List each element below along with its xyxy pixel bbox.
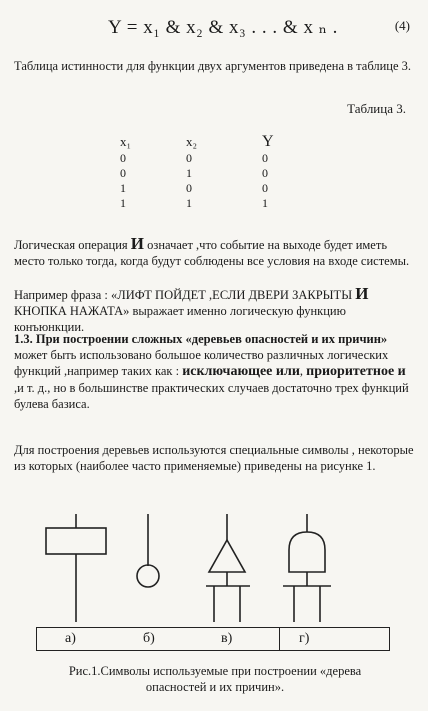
cell: 0 [186,151,192,165]
figure-caption: Рис.1.Символы используемые при построении «дерева опасностей и их причин». [68,664,362,694]
example-rest: КНОПКА НАЖАТА» выражает именно логическую функцию конъюнкции. [14,304,346,334]
section-heading: 1.3. При построении сложных «деревьев опасностей и их причин» [14,332,388,346]
cell: 1 [120,196,126,210]
symbols-paragraph: Для построения деревьев используются специальные символы , некоторые из которых (наиболее часто применяемые) приведены на рисунке 1. [14,443,414,473]
header-x2: x₂ [186,134,198,149]
example-paragraph [14,286,418,335]
cell: 0 [120,151,126,165]
formula-number: (4) [394,18,410,33]
cell: 0 [186,181,192,195]
and-lead: Логическая операция [14,238,131,252]
section-text-2: , [299,364,307,378]
term-xor: исключающее или [182,364,300,379]
section-1-3-paragraph [14,331,418,412]
and-letter: И [130,234,145,253]
section-text-3: ,и т. д., но в большинстве практических случаев достаточно трех функций булева базиса. [14,381,409,411]
label-a: а) [65,631,76,646]
truth-table-header [108,132,322,151]
truth-table [108,132,322,211]
circle-symbol [137,514,159,587]
rectangle-symbol [46,514,106,622]
cell: 0 [262,166,268,180]
label-v: в) [221,631,233,646]
cell: 1 [186,166,192,180]
label-b: б) [143,631,155,646]
cell: 1 [262,196,268,210]
symbols-figure [0,510,428,640]
label-divider [279,628,280,650]
label-g: г) [299,631,310,646]
example-lead: Например фраза : «ЛИФТ ПОЙДЕТ ,ЕСЛИ ДВЕРИ ЗАКРЫТЫ [14,288,356,302]
cell: 1 [120,181,126,195]
table-row [108,196,322,211]
term-priority-and: приоритетное и [306,364,406,379]
table-title: Таблица 3. [347,101,406,116]
table-row [108,151,322,166]
example-letter: И [355,284,369,303]
cell: 0 [120,166,126,180]
figure-labels-bar [36,627,390,651]
header-y: Y [262,133,274,150]
table-row [108,181,322,196]
formula: Y = x₁ & x₂ & x₃ . . . & x ₙ . [108,17,338,38]
cell: 0 [262,181,268,195]
table-row [108,166,322,181]
and-gate-symbol [283,514,331,622]
cell: 1 [186,196,192,210]
cell: 0 [262,151,268,165]
and-operation-paragraph [14,236,418,269]
section-text-1: может быть использовано большое количество различных логических функций ,например таких как : [14,348,389,378]
or-gate-symbol [206,514,250,622]
intro-paragraph: Таблица истинности для функции двух аргументов приведена в таблице 3. [14,59,412,73]
and-rest: означает ,что событие на выходе будет иметь место только тогда, когда будут соблюдены все условия на входе системы. [14,238,410,268]
header-x1: x₁ [120,134,132,149]
